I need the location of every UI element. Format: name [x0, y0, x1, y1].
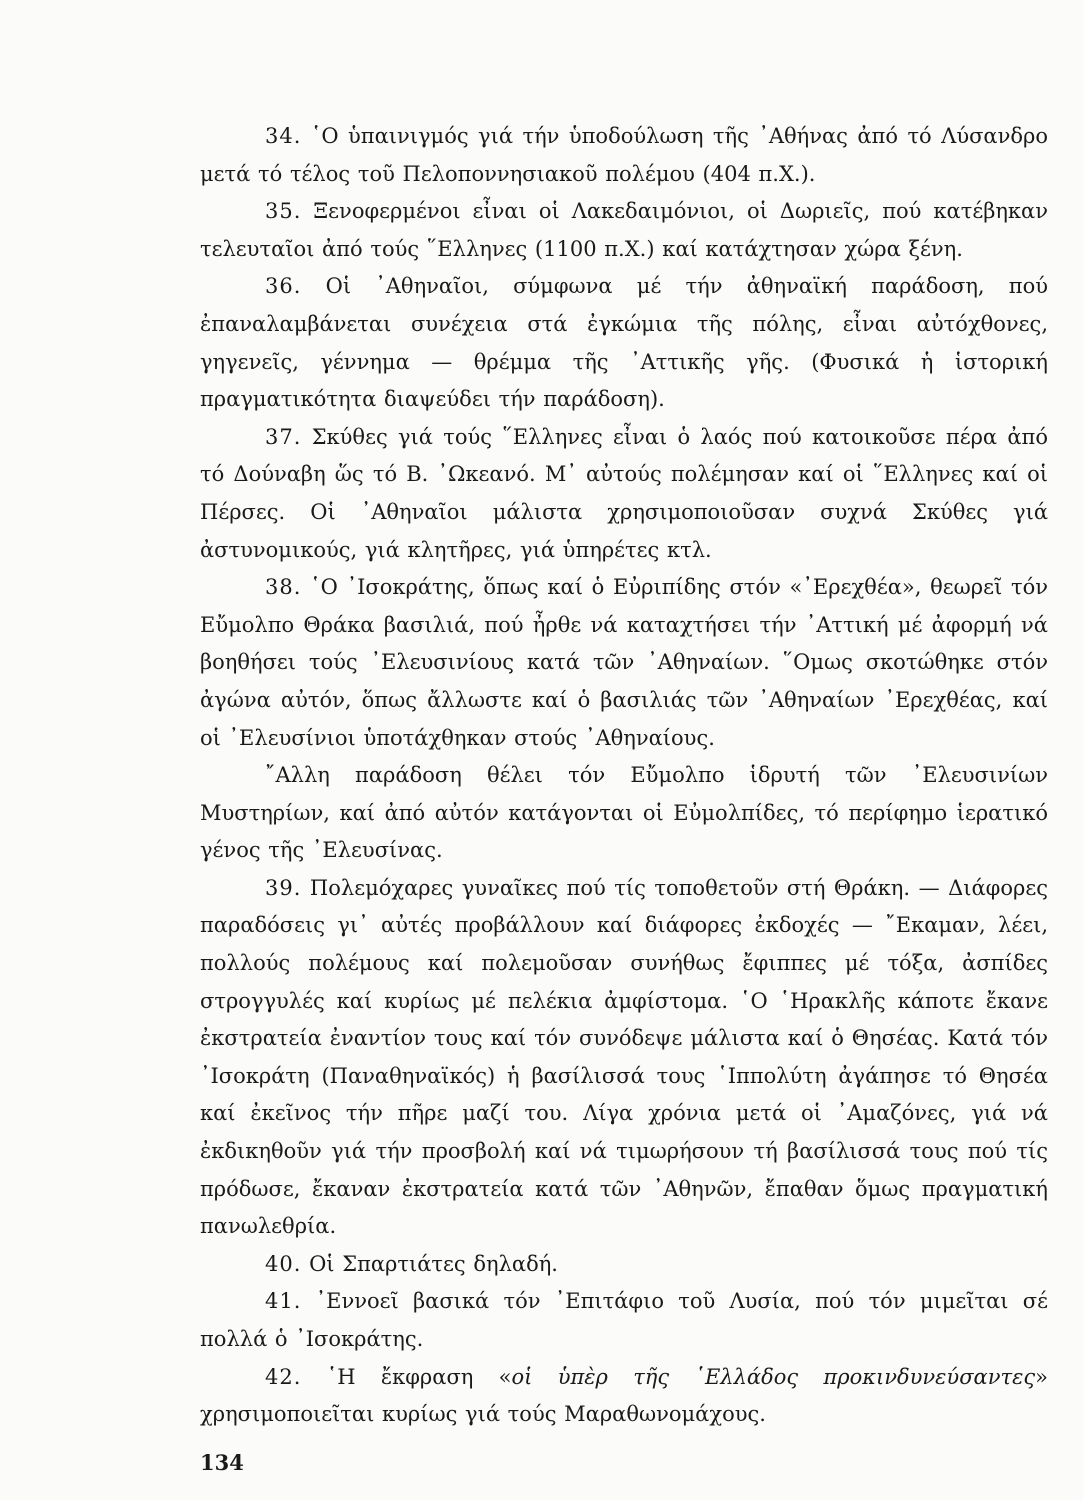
- note-text-before: ῾Η ἔκφραση «: [326, 1364, 512, 1389]
- note-number: 34.: [265, 124, 302, 148]
- note-34: [200, 118, 1048, 193]
- note-text: Σκύθες γιά τούς ῞Ελληνες εἶναι ὁ λαός πού κατοικοῦσε πέρα ἀπό τό Δούναβη ὥς τό Β. ᾽Ωκεανό. Μ᾽ αὐτούς πολέμησαν καί οἱ ῞Ελληνες καί οἱ Πέρσες. Οἱ ᾽Αθηναῖοι μάλιστα χρησιμοποιοῦσαν συχνά Σκύθες γιά ἀστυνομικούς, γιά κλητῆρες, γιά ὑπηρέτες κτλ.: [200, 424, 1048, 562]
- note-39: [200, 870, 1048, 1246]
- note-number: 39.: [265, 875, 302, 900]
- italic-quote: οἱ ὑπὲρ τῆς ῾Ελλάδος προκινδυνεύσαντες: [511, 1364, 1036, 1389]
- note-text: Οἱ ᾽Αθηναῖοι, σύμφωνα μέ τήν ἀθηναϊκή παράδοση, πού ἐπαναλαμβάνεται συνέχεια στά ἐγκώμια τῆς πόλης, εἶναι αὐτόχθονες, γηγενεῖς, γέννημα — θρέμμα τῆς ᾽Αττικῆς γῆς. (Φυσικά ἡ ἱστορική πραγματικότητα διαψεύδει τήν παράδοση).: [200, 274, 1048, 412]
- note-37: [200, 419, 1048, 569]
- note-42: [200, 1359, 1048, 1434]
- note-text: ᾽Εννοεῖ βασικά τόν ᾽Επιτάφιο τοῦ Λυσία, πού τόν μιμεῖται σέ πολλά ὁ ᾽Ισοκράτης.: [200, 1289, 1048, 1351]
- note-number: 37.: [265, 424, 302, 449]
- note-number: 42.: [265, 1364, 302, 1389]
- note-text: ῾Ο ᾽Ισοκράτης, ὅπως καί ὁ Εὐριπίδης στόν «᾽Ερεχθέα», θεωρεῖ τόν Εὔμολπο Θράκα βασιλιά, πού ἦρθε νά καταχτήσει τήν ᾽Αττική μέ ἀφορμή νά βοηθήσει τούς ᾽Ελευσινίους κατά τῶν ᾽Αθηναίων. ῞Ομως σκοτώθηκε στόν ἀγώνα αὐτόν, ὅπως ἄλλωστε καί ὁ βασιλιάς τῶν ᾽Αθηναίων ᾽Ερεχθέας, καί οἱ ᾽Ελευσίνιοι ὑποτάχθηκαν στούς ᾽Αθηναίους.: [200, 575, 1048, 750]
- page-number: 134: [200, 1450, 244, 1475]
- note-38-continued: [200, 757, 1048, 870]
- note-text: Οἱ Σπαρτιάτες δηλαδή.: [309, 1251, 558, 1276]
- note-number: 38.: [265, 575, 302, 600]
- note-text: ῾Ο ὑπαινιγμός γιά τήν ὑποδούλωση τῆς ᾽Αθήνας ἀπό τό Λύσανδρο μετά τό τέλος τοῦ Πελοποννησιακοῦ πολέμου (404 π.Χ.).: [200, 124, 1048, 186]
- note-text: Πολεμόχαρες γυναῖκες πού τίς τοποθετοῦν στή Θράκη. — Διάφορες παραδόσεις γι᾽ αὐτές προβάλλουν καί διάφορες ἐκδοχές — ῎Εκαμαν, λέει, πολλούς πολέμους καί πολεμοῦσαν συνήθως ἔφιππες μέ τόξα, ἀσπίδες στρογγυλές καί κυρίως μέ πελέκια ἀμφίστομα. ῾Ο ῾Ηρακλῆς κάποτε ἔκανε ἐκστρατεία ἐναντίον τους καί τόν συνόδεψε μάλιστα καί ὁ Θησέας. Κατά τόν ᾽Ισοκράτη (Παναθηναϊκός) ἡ βασίλισσά τους ῾Ιππολύτη ἀγάπησε τό Θησέα καί ἐκεῖνος τήν πῆρε μαζί του. Λίγα χρόνια μετά οἱ ᾽Αμαζόνες, γιά νά ἐκδικηθοῦν γιά τήν προσβολή καί νά τιμωρήσουν τή βασίλισσά τους πού τίς πρόδωσε, ἔκαναν ἐκστρατεία κατά τῶν ᾽Αθηνῶν, ἔπαθαν ὅμως πραγματική πανωλεθρία.: [200, 875, 1048, 1239]
- note-number: 41.: [265, 1289, 302, 1314]
- note-35: [200, 193, 1048, 268]
- note-38: [200, 569, 1048, 757]
- note-number: 36.: [265, 274, 302, 299]
- note-36: [200, 268, 1048, 418]
- notes-body: [200, 118, 1048, 1434]
- note-number: 40.: [265, 1251, 302, 1276]
- note-text-after: » χρησιμοποιεῖται κυρίως γιά τούς Μαραθωνομάχους.: [200, 1364, 1048, 1427]
- note-number: 35.: [265, 199, 302, 224]
- note-41: [200, 1283, 1048, 1358]
- note-40: [200, 1246, 1048, 1284]
- note-text: Ξενοφερμένοι εἶναι οἱ Λακεδαιμόνιοι, οἱ Δωριεῖς, πού κατέβηκαν τελευταῖοι ἀπό τούς ῞Ελληνες (1100 π.Χ.) καί κατάχτησαν χώρα ξένη.: [200, 199, 1048, 261]
- note-text: ῎Αλλη παράδοση θέλει τόν Εὔμολπο ἱδρυτή τῶν ᾽Ελευσινίων Μυστηρίων, καί ἀπό αὐτόν κατάγονται οἱ Εὐμολπίδες, τό περίφημο ἱερατικό γένος τῆς ᾽Ελευσίνας.: [200, 763, 1048, 863]
